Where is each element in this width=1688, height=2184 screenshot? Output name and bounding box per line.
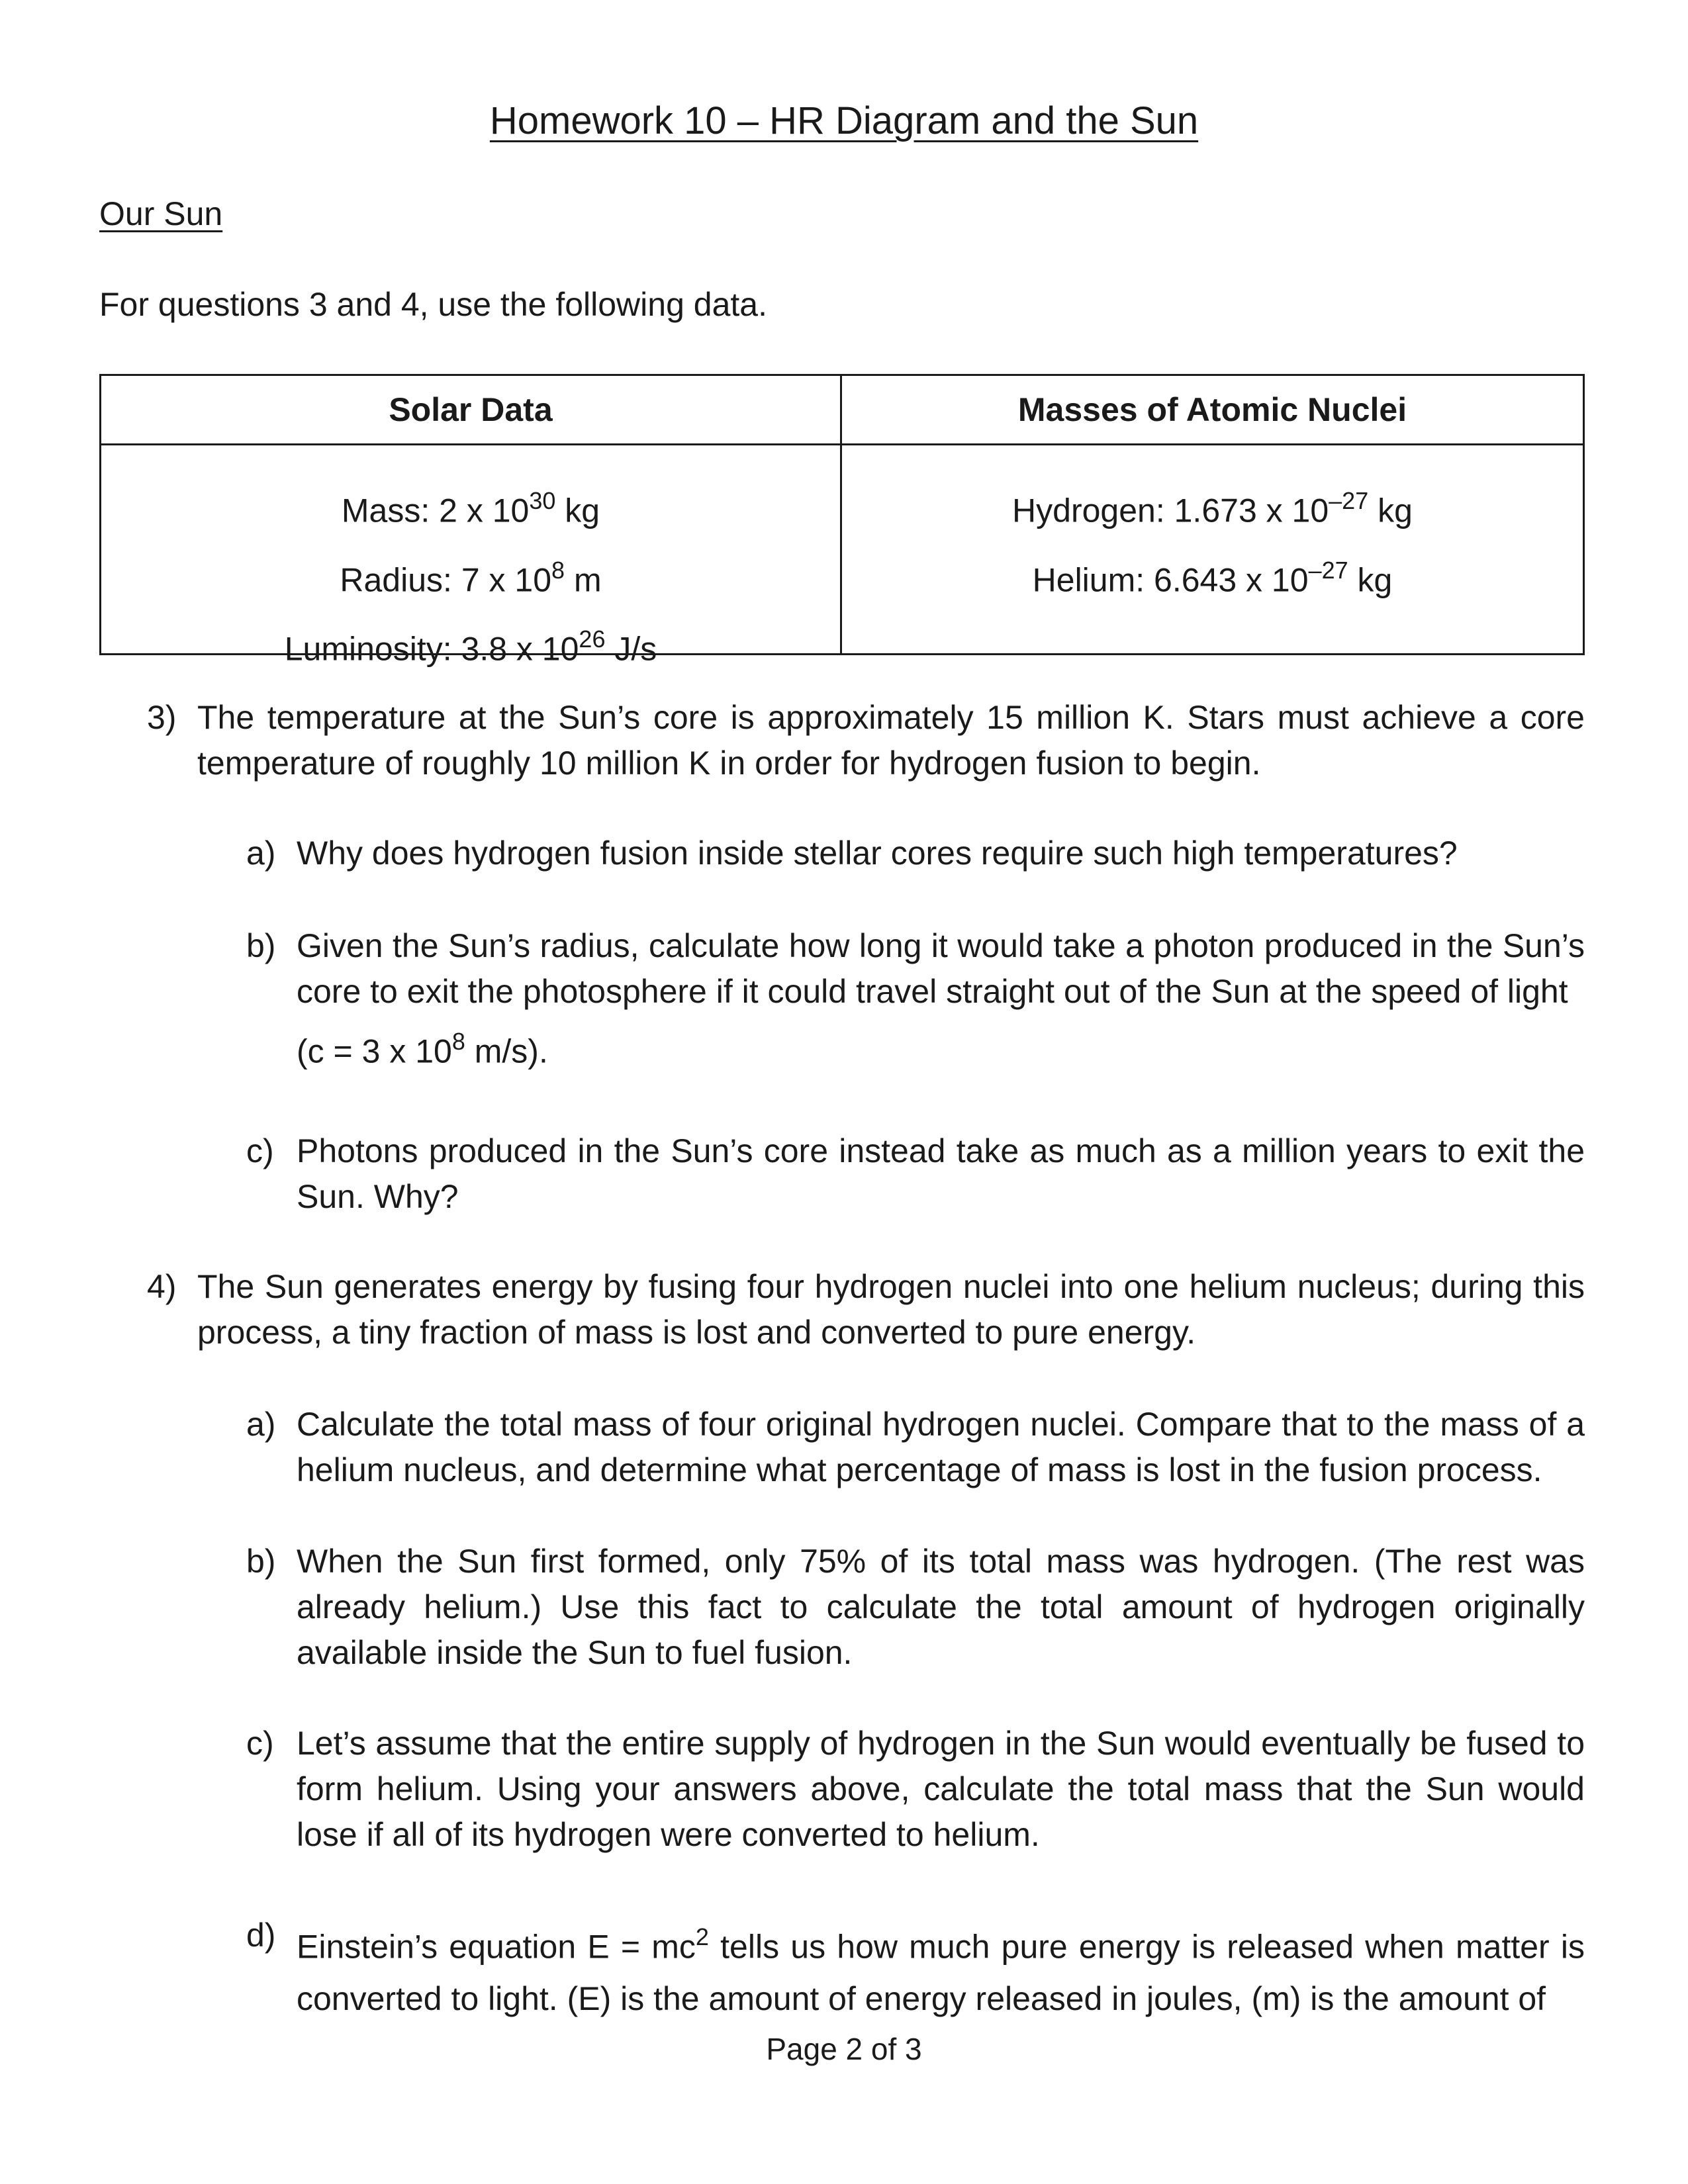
question-4c-number: c) <box>246 1725 274 1762</box>
question-4b-number: b) <box>246 1543 276 1580</box>
nuclei-cell <box>842 445 1583 610</box>
question-4b-text: When the Sun first formed, only 75% of its total mass was hydrogen. (The rest was already helium.) Use this fact to calculate the total amount of hydrogen originally available inside the Sun to fuel fusion. <box>297 1543 1585 1671</box>
solar-mass: Mass: 2 x $10^{30}$ kg <box>341 487 600 529</box>
solar-data-cell <box>101 445 840 680</box>
page-title: Homework 10 – HR Diagram and the Sun <box>489 99 1199 142</box>
question-3b-text: Given the Sun’s radius, calculate how long it would take a photon produced in the Sun’s core to exit the photosphere if it could travel straight out of the Sun at the speed of light (c = 3 x $10^8$ m/s). <box>297 927 1585 1070</box>
page-number: Page 2 of 3 <box>766 2032 922 2066</box>
solar-data-header: Solar Data <box>101 376 840 445</box>
question-3b-number: b) <box>246 927 276 964</box>
question-3c-number: c) <box>246 1132 274 1169</box>
question-4a-text: Calculate the total mass of four original hydrogen nuclei. Compare that to the mass of a helium nucleus, and determine what percentage of mass is lost in the fusion process. <box>297 1406 1585 1488</box>
nuclei-header: Masses of Atomic Nuclei <box>842 376 1583 445</box>
solar-radius: Radius: 7 x $10^8$ m <box>340 556 602 599</box>
question-3-text: The temperature at the Sun’s core is approximately 15 million K. Stars must achieve a core temperature of roughly 10 million K in order for hydrogen fusion to begin. <box>197 699 1585 782</box>
question-3a-text: Why does hydrogen fusion inside stellar cores require such high temperatures? <box>297 835 1458 872</box>
question-4-number: 4) <box>147 1268 177 1305</box>
section-heading: Our Sun <box>99 195 223 232</box>
question-3c-text: Photons produced in the Sun’s core instead take as much as a million years to exit the Sun. Why? <box>297 1132 1585 1215</box>
solar-data-column <box>101 376 842 668</box>
question-4d-text: Einstein’s equation $E = mc^2$ tells us how much pure energy is released when matter is converted to light. (E) is the amount of energy released in joules, (m) is the amount of <box>297 1923 1585 2017</box>
solar-luminosity: Luminosity: 3.8 x $10^{26}$ J/s <box>284 625 657 668</box>
data-table <box>99 374 1585 668</box>
question-3-number: 3) <box>147 699 177 736</box>
question-4c-text: Let’s assume that the entire supply of hydrogen in the Sun would eventually be fused to form helium. Using your answers above, calculate the total mass that the Sun would lose if all of its hydrogen were converted to helium. <box>297 1725 1585 1853</box>
question-3a-number: a) <box>246 835 276 872</box>
helium-mass: Helium: 6.643 x $10^{-27}$ kg <box>1032 556 1393 599</box>
question-4d-number: d) <box>246 1917 276 1954</box>
question-4-text: The Sun generates energy by fusing four hydrogen nuclei into one helium nucleus; during this process, a tiny fraction of mass is lost and converted to pure energy. <box>197 1268 1585 1351</box>
nuclei-column <box>842 376 1583 653</box>
question-4a-number: a) <box>246 1406 276 1443</box>
intro-text: For questions 3 and 4, use the following data. <box>99 286 767 323</box>
hydrogen-mass: Hydrogen: 1.673 x $10^{-27}$ kg <box>1012 487 1413 529</box>
